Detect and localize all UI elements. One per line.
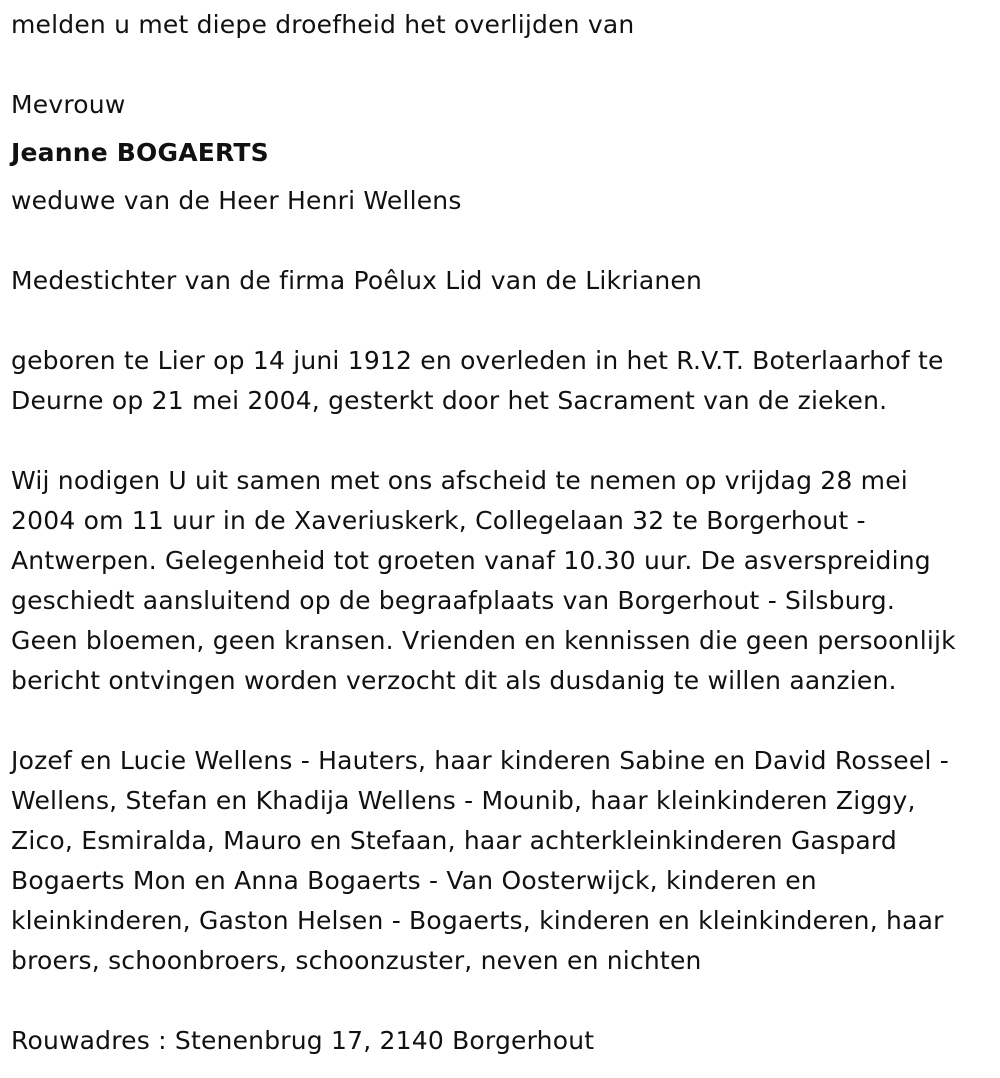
cofounder-line: Medestichter van de firma Poêlux Lid van de Likrianen: [11, 266, 703, 295]
spacer: [11, 45, 996, 85]
spacer: [11, 301, 996, 341]
spacer: [11, 701, 996, 741]
spacer: [11, 125, 996, 133]
invitation-paragraph: Wij nodigen U uit samen met ons afscheid te nemen op vrijdag 28 mei 2004 om 11 uur in de Xaveriuskerk, Collegelaan 32 te Borgerhout - Antwerpen. Gelegenheid tot groeten vanaf 10.30 uur. De asverspreiding geschiedt aansluitend op de begraafplaats van Borgerhout - Silsburg. Geen bloemen, geen kransen. Vrienden en kennissen die geen persoonlijk bericht ontvingen worden verzocht dit als dusdanig te willen aanzien.: [11, 466, 956, 695]
spacer: [11, 173, 996, 181]
deceased-name: Jeanne BOGAERTS: [11, 138, 269, 167]
spacer: [11, 221, 996, 261]
birth-death-paragraph: geboren te Lier op 14 juni 1912 en overleden in het R.V.T. Boterlaarhof te Deurne op 21 mei 2004, gesterkt door het Sacrament van de zieken.: [11, 346, 944, 415]
obituary-document: [11, 0, 996, 1061]
spacer: [11, 421, 996, 461]
deceased-title: Mevrouw: [11, 90, 126, 119]
intro-line: melden u met diepe droefheid het overlijden van: [11, 10, 635, 39]
family-paragraph: Jozef en Lucie Wellens - Hauters, haar kinderen Sabine en David Rosseel - Wellens, Stefan en Khadija Wellens - Mounib, haar kleinkinderen Ziggy, Zico, Esmiralda, Mauro en Stefaan, haar achterkleinkinderen Gaspard Bogaerts Mon en Anna Bogaerts - Van Oosterwijck, kinderen en kleinkinderen, Gaston Helsen - Bogaerts, kinderen en kleinkinderen, haar broers, schoonbroers, schoonzuster, neven en nichten: [11, 746, 949, 975]
spacer: [11, 981, 996, 1021]
mourning-address: Rouwadres : Stenenbrug 17, 2140 Borgerhout: [11, 1026, 595, 1055]
widow-line: weduwe van de Heer Henri Wellens: [11, 186, 462, 215]
